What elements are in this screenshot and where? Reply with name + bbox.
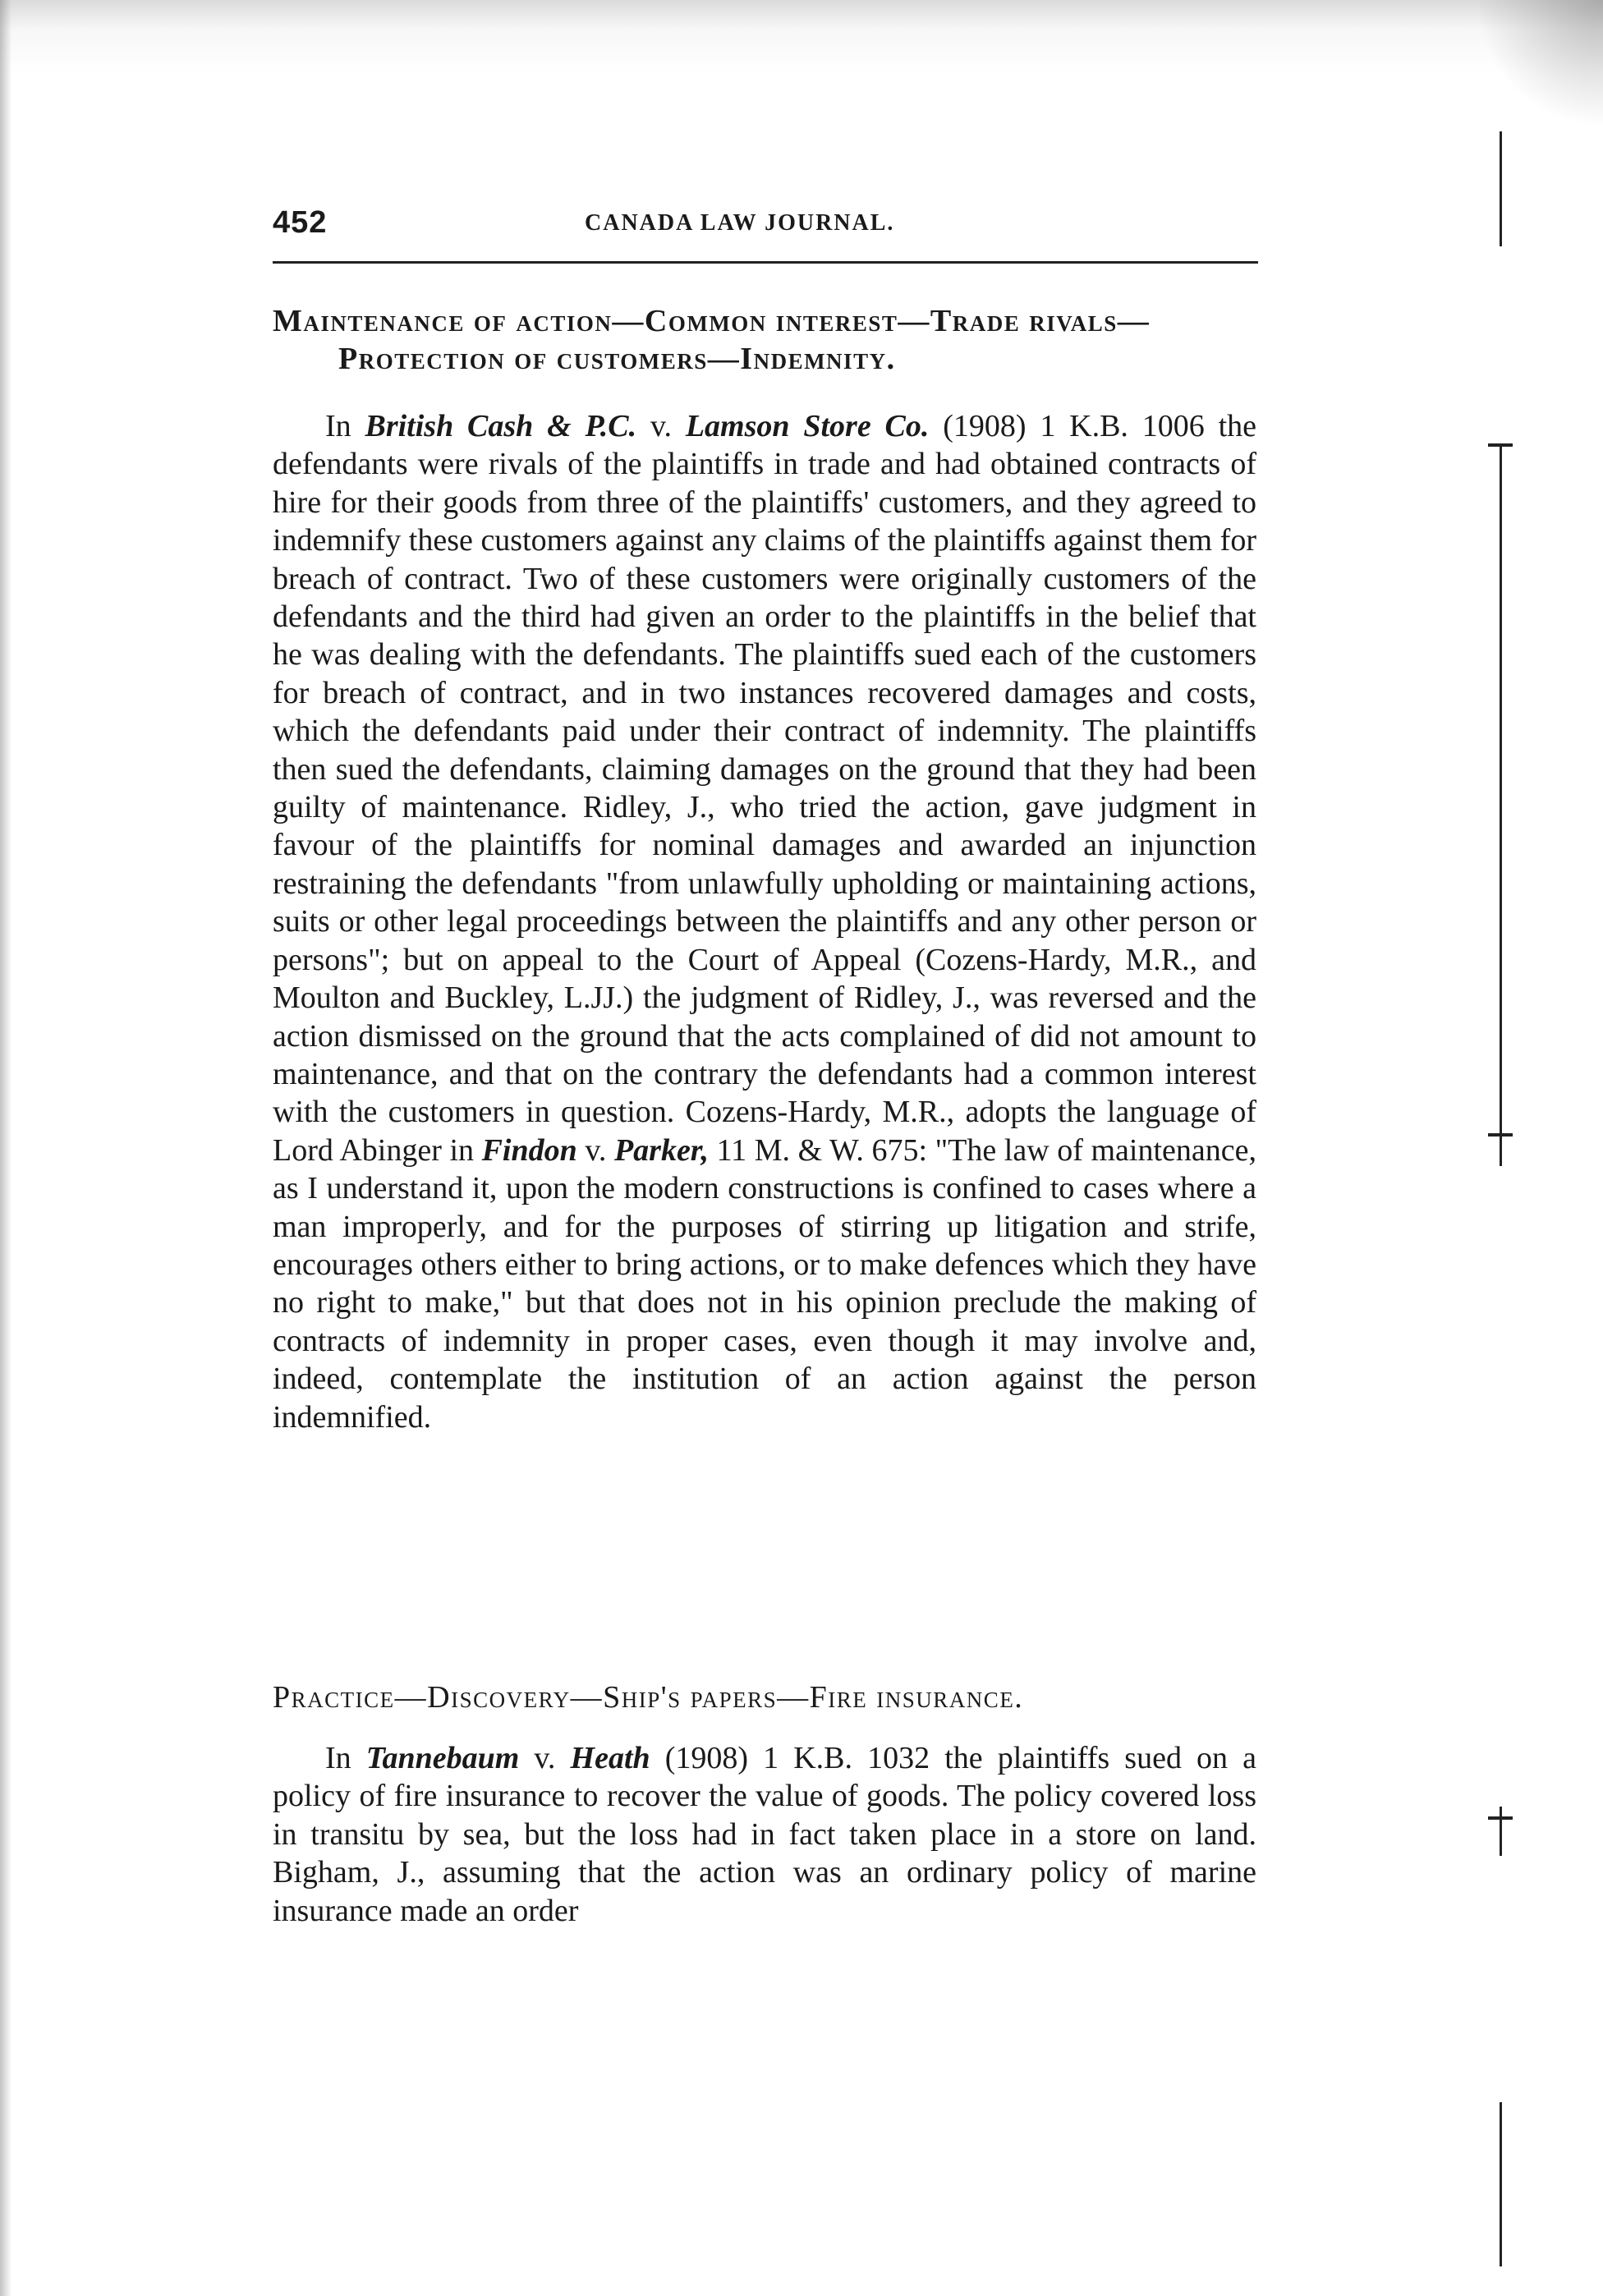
- section-heading-line: Maintenance of action—Common interest—Trade rivals—: [273, 304, 1151, 338]
- margin-mark: [1500, 1807, 1502, 1856]
- case-name: Heath: [570, 1741, 650, 1775]
- page-number: 452: [273, 205, 328, 240]
- text-run: v.: [636, 409, 686, 443]
- margin-mark: [1488, 1816, 1513, 1820]
- scan-shadow-left: [0, 0, 11, 2296]
- case-name: Tannebaum: [365, 1741, 520, 1775]
- margin-mark: [1500, 443, 1502, 1166]
- case-name: Lamson Store Co.: [685, 409, 930, 443]
- text-run: In: [325, 1741, 366, 1775]
- section-heading-line: Protection of customers—Indemnity.: [338, 342, 896, 376]
- margin-mark: [1488, 443, 1513, 447]
- section-heading: [273, 302, 1256, 378]
- margin-mark: [1500, 131, 1502, 246]
- margin-mark: [1488, 1133, 1513, 1137]
- text-run: (1908) 1 K.B. 1032 the plaintiffs sued on a policy of fire insurance to recover the value of goods. The policy covered loss in transitu by sea, but the loss had in fact taken place in a store on land. Bigham, J., assuming that the action was an ordinary policy of marine insurance made an order: [273, 1741, 1256, 1928]
- text-run: 11 M. & W. 675: "The law of maintenance, as I understand it, upon the modern constructions is confined to cases where a man improperly, and for the purposes of stirring up litigation and strife, encourages others either to bring actions, or to make defences which they have no right to make," but that does not in his opinion preclude the making of contracts of indemnity in proper cases, even though it may involve and, indeed, contemplate the institution of an action against the person indemnified.: [273, 1132, 1256, 1435]
- case-name: British Cash & P.C.: [365, 409, 637, 443]
- text-run: v.: [519, 1741, 571, 1775]
- section-heading: [273, 1678, 1256, 1716]
- body-paragraph: [273, 407, 1256, 1436]
- case-name: Findon: [481, 1132, 577, 1168]
- journal-title: CANADA LAW JOURNAL.: [585, 210, 895, 236]
- case-name: Parker,: [613, 1132, 709, 1168]
- header-rule: [273, 261, 1258, 264]
- scan-shadow-top: [0, 0, 1603, 74]
- scan-shadow-corner: [1480, 0, 1603, 131]
- section-heading-line: Practice—Discovery—Ship's papers—Fire insurance.: [273, 1680, 1024, 1715]
- body-paragraph: [273, 1739, 1256, 1930]
- text-run: v.: [576, 1132, 614, 1168]
- running-header: [273, 205, 1258, 246]
- text-run: (1908) 1 K.B. 1006 the defendants were rivals of the plaintiffs in trade and had obtained contracts of hire for their goods from three of the plaintiffs' customers, and they agreed to indemnify these customers against any claims of the plaintiffs against them for breach of contract. Two of these customers were originally customers of the defendants and the third had given an order to the plaintiffs in the belief that he was dealing with the defendants. The plaintiffs sued each of the customers for breach of contract, and in two instances recovered damages and costs, which the defendants paid under their contract of indemnity. The plaintiffs then sued the defendants, claiming damages on the ground that they had been guilty of maintenance. Ridley, J., who tried the action, gave judgment in favour of the plaintiffs for nominal damages and awarded an injunction restraining the defendants "from unlawfully upholding or maintaining actions, suits or other legal proceedings between the plaintiffs and any other person or persons"; but on appeal to the Court of Appeal (Cozens-Hardy, M.R., and Moulton and Buckley, L.JJ.) the judgment of Ridley, J., was reversed and the action dismissed on the ground that the acts complained of did not amount to maintenance, and that on the contrary the defendants had a common interest with the customers in question. Cozens-Hardy, M.R., adopts the language of Lord Abinger in: [273, 409, 1256, 1168]
- text-run: In: [325, 409, 365, 443]
- margin-mark: [1500, 2102, 1502, 2266]
